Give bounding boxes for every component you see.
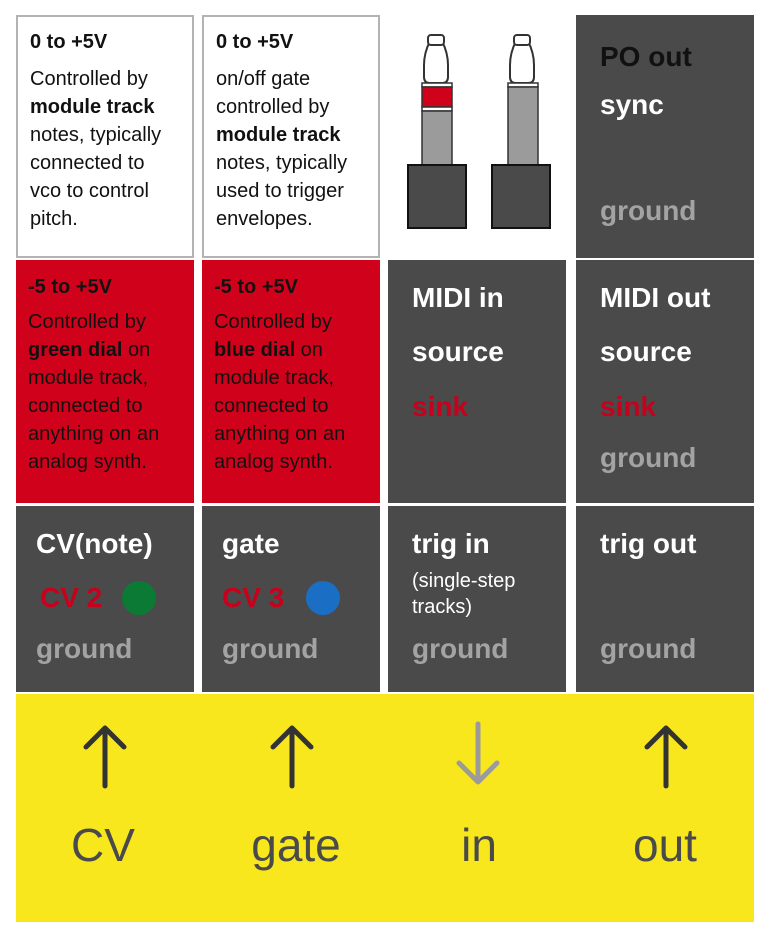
cv3-label: CV 3 bbox=[222, 582, 285, 613]
gate-description-text: on/off gate controlled by module track notes, typically used to trigger envelopes. bbox=[216, 68, 348, 230]
trig-in-cell bbox=[388, 506, 566, 692]
cv3-voltage-range: -5 to +5V bbox=[214, 276, 298, 298]
gate-up-arrow-icon bbox=[267, 720, 317, 790]
cv2-label: CV 2 bbox=[40, 582, 103, 613]
cv3-description-text: Controlled by blue dial on module track, connected to anything on an analog synth. bbox=[214, 311, 346, 473]
gate-label: gate bbox=[222, 528, 280, 559]
midi-out-sink-label: sink bbox=[600, 391, 657, 422]
blue-dial-dot-icon bbox=[306, 581, 340, 615]
po-out-ground-label: ground bbox=[600, 195, 697, 226]
gate-ground-label: ground bbox=[222, 633, 319, 664]
cv2-voltage-range: -5 to +5V bbox=[28, 276, 112, 298]
stereo-plug-icon bbox=[408, 35, 466, 228]
trig-out-cell bbox=[576, 506, 754, 692]
in-down-arrow-icon bbox=[453, 720, 503, 790]
trig-out-label: trig out bbox=[600, 528, 697, 559]
out-direction-label: out bbox=[633, 819, 697, 871]
midi-in-label: MIDI in bbox=[412, 282, 504, 313]
cv-jack-cell bbox=[16, 506, 194, 692]
cv2-description bbox=[16, 260, 194, 503]
midi-in-sink-label: sink bbox=[412, 391, 469, 422]
po-out-label: PO out bbox=[600, 41, 692, 72]
midi-out-label: MIDI out bbox=[600, 282, 711, 313]
in-direction-label: in bbox=[461, 819, 497, 871]
midi-out-ground-label: ground bbox=[600, 442, 697, 473]
trig-in-note: (single-step tracks) bbox=[412, 570, 516, 618]
trig-in-label: trig in bbox=[412, 528, 490, 559]
cv-up-arrow-icon bbox=[80, 720, 130, 790]
gate-voltage-range: 0 to +5V bbox=[216, 31, 294, 53]
midi-out-cell bbox=[576, 260, 754, 503]
po-out-sync-cell bbox=[576, 15, 754, 258]
cv-voltage-range: 0 to +5V bbox=[30, 31, 108, 53]
cv-direction-label: CV bbox=[71, 819, 135, 871]
green-dial-dot-icon bbox=[122, 581, 156, 615]
midi-out-source-label: source bbox=[600, 336, 692, 367]
cv-description-text: Controlled by module track notes, typically connected to vco to control pitch. bbox=[30, 68, 162, 230]
cv3-description bbox=[202, 260, 380, 503]
out-up-arrow-icon bbox=[641, 720, 691, 790]
gate-top-description bbox=[202, 15, 380, 258]
sync-label: sync bbox=[600, 89, 664, 120]
midi-in-source-label: source bbox=[412, 336, 504, 367]
jack-plugs-icon bbox=[388, 15, 572, 258]
cv2-description-text: Controlled by green dial on module track, connected to anything on an analog synth. bbox=[28, 311, 160, 473]
cv-note-label: CV(note) bbox=[36, 528, 153, 559]
mono-plug-icon bbox=[492, 35, 550, 228]
cv-top-description bbox=[16, 15, 194, 258]
trig-out-ground-label: ground bbox=[600, 633, 697, 664]
midi-in-cell bbox=[388, 260, 566, 503]
cv-ground-label: ground bbox=[36, 633, 133, 664]
gate-jack-cell bbox=[202, 506, 380, 692]
gate-direction-label: gate bbox=[251, 819, 341, 871]
trig-in-ground-label: ground bbox=[412, 633, 509, 664]
